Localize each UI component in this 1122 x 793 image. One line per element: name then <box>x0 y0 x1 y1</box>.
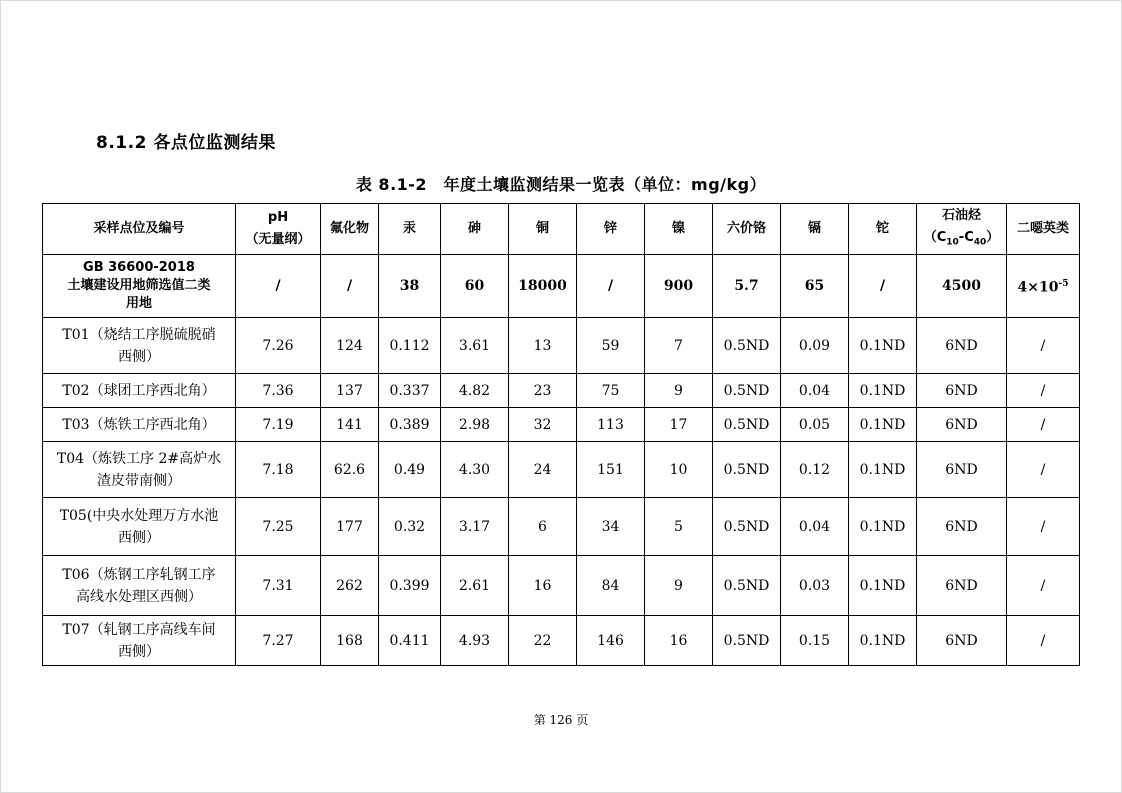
measurement-cell: 3.61 <box>441 318 509 374</box>
measurement-cell: 0.09 <box>781 318 849 374</box>
header-chromium6: 六价铬 <box>713 204 781 255</box>
header-petroleum-label: 石油烃 <box>941 207 981 223</box>
measurement-cell: 24 <box>509 442 577 498</box>
sample-location-line1: T05(中央水处理万方水池 <box>59 507 219 524</box>
measurement-cell: 0.1ND <box>849 498 917 556</box>
measurement-cell: / <box>1007 616 1080 666</box>
sample-location-line1: T07（轧钢工序高线车间 <box>62 621 216 638</box>
measurement-cell: 7.27 <box>236 616 321 666</box>
measurement-cell: 6 <box>509 498 577 556</box>
standard-value: 5.7 <box>713 255 781 318</box>
measurement-cell: / <box>1007 442 1080 498</box>
header-copper: 铜 <box>509 204 577 255</box>
measurement-cell: 4.30 <box>441 442 509 498</box>
table-row <box>43 408 1080 442</box>
measurement-cell: 6ND <box>917 318 1007 374</box>
standard-label <box>43 255 236 318</box>
measurement-cell: 6ND <box>917 556 1007 616</box>
measurement-cell: 7 <box>645 318 713 374</box>
measurement-cell: 0.5ND <box>713 374 781 408</box>
sample-location-line2: 渣皮带南侧） <box>97 472 181 489</box>
measurement-cell: 7.31 <box>236 556 321 616</box>
table-row <box>43 318 1080 374</box>
table-row <box>43 616 1080 666</box>
measurement-cell: 0.5ND <box>713 556 781 616</box>
measurement-cell: 34 <box>577 498 645 556</box>
sample-location-line1: T02（球团工序西北角） <box>62 382 216 399</box>
standard-label-line1: GB 36600-2018 <box>83 260 195 275</box>
measurement-cell: 0.389 <box>379 408 441 442</box>
measurement-cell: 0.04 <box>781 498 849 556</box>
standard-value: 18000 <box>509 255 577 318</box>
sample-location-line1: T04（炼铁工序 2#高炉水 <box>56 450 222 467</box>
sample-location <box>43 442 236 498</box>
standard-value: 65 <box>781 255 849 318</box>
measurement-cell: 0.05 <box>781 408 849 442</box>
measurement-cell: 151 <box>577 442 645 498</box>
measurement-cell: 13 <box>509 318 577 374</box>
measurement-cell: 75 <box>577 374 645 408</box>
table-title: 表 8.1-2 年度土壤监测结果一览表（单位：mg/kg） <box>355 175 767 194</box>
measurement-cell: 62.6 <box>321 442 379 498</box>
measurement-cell: 17 <box>645 408 713 442</box>
measurement-cell: 146 <box>577 616 645 666</box>
header-petroleum-range: $(C_{10}-C_{40})$ <box>923 229 1000 248</box>
measurement-cell: 124 <box>321 318 379 374</box>
measurement-cell: 6ND <box>917 498 1007 556</box>
measurement-cell: 5 <box>645 498 713 556</box>
measurement-cell: 0.5ND <box>713 318 781 374</box>
standard-value: / <box>849 255 917 318</box>
measurement-cell: 7.36 <box>236 374 321 408</box>
measurement-cell: 0.04 <box>781 374 849 408</box>
standard-label-line3: 用地 <box>125 296 152 311</box>
header-row <box>43 204 1080 255</box>
measurement-cell: 2.98 <box>441 408 509 442</box>
measurement-cell: 7.25 <box>236 498 321 556</box>
standard-value-dioxins: $4\times 10^{-5}$ <box>1007 255 1080 318</box>
measurement-cell: 7.18 <box>236 442 321 498</box>
header-thallium: 铊 <box>849 204 917 255</box>
sample-location <box>43 374 236 408</box>
table-row <box>43 498 1080 556</box>
measurement-cell: 6ND <box>917 374 1007 408</box>
measurement-cell: 141 <box>321 408 379 442</box>
measurement-cell: 84 <box>577 556 645 616</box>
table-row <box>43 442 1080 498</box>
measurement-cell: 6ND <box>917 442 1007 498</box>
measurement-cell: 0.337 <box>379 374 441 408</box>
sample-location <box>43 556 236 616</box>
header-ph <box>236 204 321 255</box>
measurement-cell: 0.411 <box>379 616 441 666</box>
measurement-cell: / <box>1007 498 1080 556</box>
standard-row <box>43 255 1080 318</box>
measurement-cell: 9 <box>645 556 713 616</box>
standard-value: 60 <box>441 255 509 318</box>
header-arsenic: 砷 <box>441 204 509 255</box>
measurement-cell: 4.93 <box>441 616 509 666</box>
header-fluoride: 氟化物 <box>321 204 379 255</box>
header-zinc: 锌 <box>577 204 645 255</box>
standard-value: / <box>236 255 321 318</box>
measurement-cell: 113 <box>577 408 645 442</box>
measurement-cell: 7.19 <box>236 408 321 442</box>
sample-location-line2: 西侧） <box>118 529 160 546</box>
measurement-cell: 6ND <box>917 408 1007 442</box>
sample-location-line2: 西侧） <box>118 348 160 365</box>
measurement-cell: 23 <box>509 374 577 408</box>
standard-value: 900 <box>645 255 713 318</box>
measurement-cell: 0.1ND <box>849 408 917 442</box>
measurement-cell: 0.112 <box>379 318 441 374</box>
measurement-cell: 9 <box>645 374 713 408</box>
measurement-cell: 0.1ND <box>849 442 917 498</box>
measurement-cell: 7.26 <box>236 318 321 374</box>
section-title: 8.1.2 各点位监测结果 <box>96 133 276 153</box>
header-ph-unit: （无量纲） <box>245 232 311 247</box>
header-ph-label: pH <box>267 210 289 225</box>
header-dioxins: 二噁英类 <box>1007 204 1080 255</box>
measurement-cell: 0.03 <box>781 556 849 616</box>
measurement-cell: 4.82 <box>441 374 509 408</box>
measurement-cell: 16 <box>509 556 577 616</box>
standard-value: / <box>321 255 379 318</box>
sample-location-line1: T06（炼钢工序轧钢工序 <box>62 566 216 583</box>
measurement-cell: 262 <box>321 556 379 616</box>
header-petroleum <box>917 204 1007 255</box>
header-location: 采样点位及编号 <box>43 204 236 255</box>
measurement-cell: 0.1ND <box>849 318 917 374</box>
measurement-cell: 0.5ND <box>713 408 781 442</box>
measurement-cell: 0.32 <box>379 498 441 556</box>
page-number: 第 126 页 <box>533 713 589 727</box>
measurement-cell: 0.15 <box>781 616 849 666</box>
standard-value: 4500 <box>917 255 1007 318</box>
measurement-cell: 3.17 <box>441 498 509 556</box>
measurement-cell: / <box>1007 318 1080 374</box>
measurement-cell: 0.1ND <box>849 374 917 408</box>
header-nickel: 镍 <box>645 204 713 255</box>
measurement-cell: 0.1ND <box>849 616 917 666</box>
measurement-cell: 0.5ND <box>713 442 781 498</box>
measurement-cell: / <box>1007 408 1080 442</box>
measurement-cell: 0.12 <box>781 442 849 498</box>
measurement-cell: 16 <box>645 616 713 666</box>
measurement-cell: 168 <box>321 616 379 666</box>
sample-location <box>43 408 236 442</box>
measurement-cell: / <box>1007 556 1080 616</box>
measurement-cell: 177 <box>321 498 379 556</box>
measurement-cell: 10 <box>645 442 713 498</box>
measurement-cell: 2.61 <box>441 556 509 616</box>
table-row <box>43 374 1080 408</box>
header-cadmium: 镉 <box>781 204 849 255</box>
data-rows <box>43 318 1080 666</box>
standard-value: 38 <box>379 255 441 318</box>
measurement-cell: 59 <box>577 318 645 374</box>
sample-location-line1: T01（烧结工序脱硫脱硝 <box>62 326 216 343</box>
sample-location-line2: 西侧） <box>118 643 160 660</box>
sample-location <box>43 318 236 374</box>
standard-label-line2: 土壤建设用地筛选值二类 <box>67 278 211 293</box>
measurement-cell: 22 <box>509 616 577 666</box>
monitoring-results-table <box>42 203 1080 666</box>
sample-location-line1: T03（炼铁工序西北角） <box>62 416 216 433</box>
sample-location-line2: 高线水处理区西侧） <box>76 588 202 605</box>
measurement-cell: 6ND <box>917 616 1007 666</box>
measurement-cell: 137 <box>321 374 379 408</box>
sample-location <box>43 616 236 666</box>
table-row <box>43 556 1080 616</box>
measurement-cell: 0.5ND <box>713 498 781 556</box>
measurement-cell: / <box>1007 374 1080 408</box>
measurement-cell: 0.5ND <box>713 616 781 666</box>
measurement-cell: 0.1ND <box>849 556 917 616</box>
measurement-cell: 0.399 <box>379 556 441 616</box>
header-mercury: 汞 <box>379 204 441 255</box>
standard-value: / <box>577 255 645 318</box>
measurement-cell: 0.49 <box>379 442 441 498</box>
sample-location <box>43 498 236 556</box>
measurement-cell: 32 <box>509 408 577 442</box>
